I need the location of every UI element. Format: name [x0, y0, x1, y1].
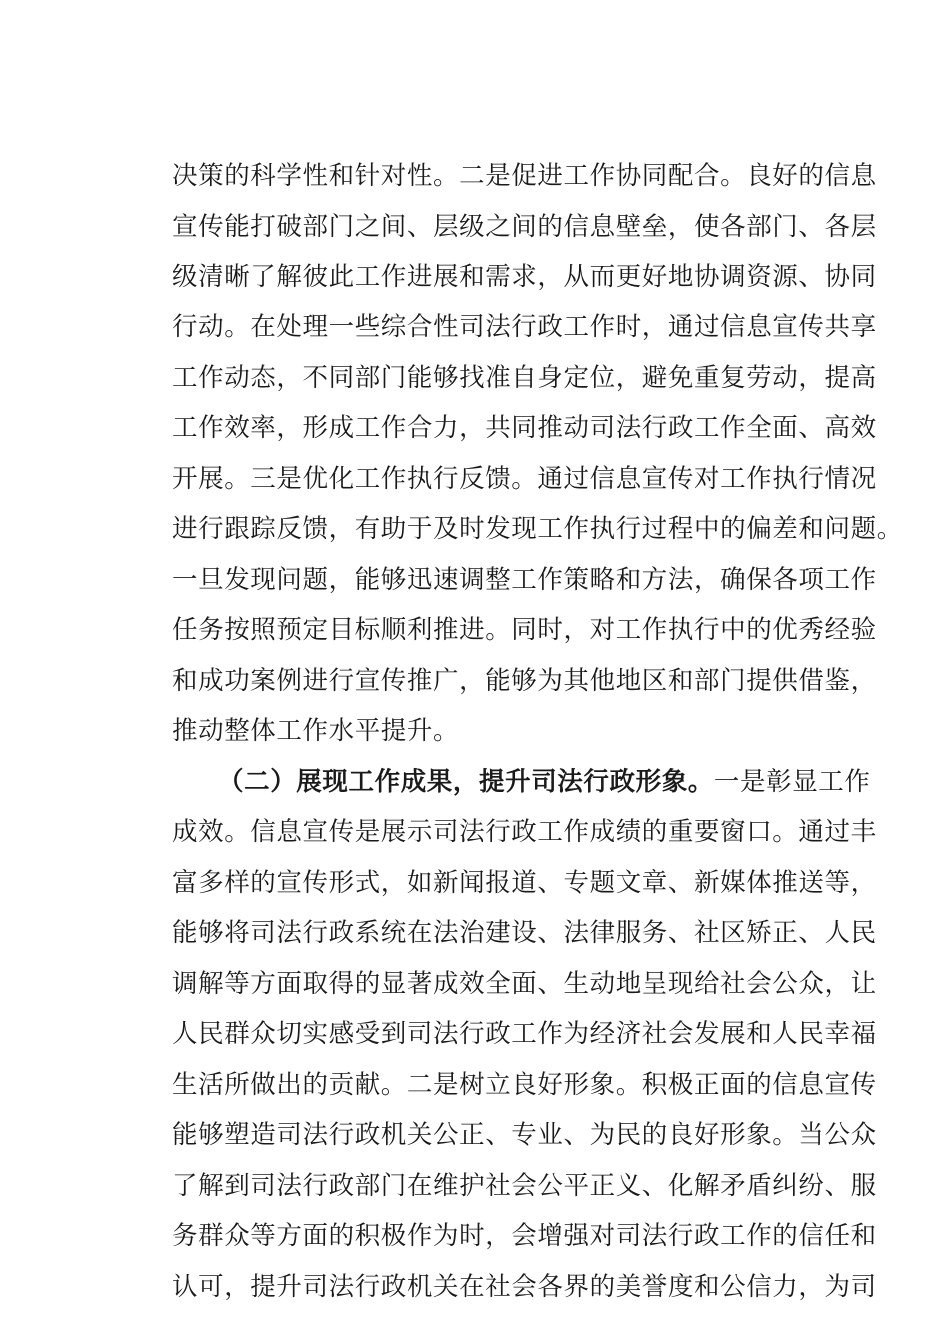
paragraph-1-line-3: 级清晰了解彼此工作进展和需求，从而更好地协调资源、协同: [172, 262, 877, 292]
paragraph-2-line-6: 人民群众切实感受到司法行政工作为经济社会发展和人民幸福: [172, 1019, 877, 1049]
paragraph-1-line-6: 工作效率，形成工作合力，共同推动司法行政工作全面、高效: [172, 413, 877, 443]
paragraph-2-line-11: 认可，提升司法行政机关在社会各界的美誉度和公信力，为司: [172, 1272, 877, 1302]
paragraph-2-line-2: 成效。信息宣传是展示司法行政工作成绩的重要窗口。通过丰: [172, 817, 877, 847]
paragraph-1-line-7: 开展。三是优化工作执行反馈。通过信息宣传对工作执行情况: [172, 464, 877, 494]
paragraph-2-line-10: 务群众等方面的积极作为时，会增强对司法行政工作的信任和: [172, 1221, 877, 1251]
paragraph-1-line-1: 决策的科学性和针对性。二是促进工作协同配合。良好的信息: [172, 161, 877, 191]
paragraph-1-line-11: 和成功案例进行宣传推广，能够为其他地区和部门提供借鉴，: [172, 666, 877, 696]
paragraph-1-line-5: 工作动态，不同部门能够找准自身定位，避免重复劳动，提高: [172, 363, 877, 393]
paragraph-2-line-1-rest: 一是彰显工作: [713, 767, 871, 797]
paragraph-2-line-8: 能够塑造司法行政机关公正、专业、为民的良好形象。当公众: [172, 1120, 877, 1150]
paragraph-2-line-5: 调解等方面取得的显著成效全面、生动地呈现给社会公众，让: [172, 969, 877, 999]
paragraph-1-line-10: 任务按照预定目标顺利推进。同时，对工作执行中的优秀经验: [172, 615, 877, 645]
paragraph-1-line-9: 一旦发现问题，能够迅速调整工作策略和方法，确保各项工作: [172, 565, 877, 595]
paragraph-2-line-1: [172, 767, 871, 797]
paragraph-2-line-4: 能够将司法行政系统在法治建设、法律服务、社区矫正、人民: [172, 918, 877, 948]
paragraph-2-line-9: 了解到司法行政部门在维护社会公平正义、化解矛盾纠纷、服: [172, 1171, 877, 1201]
paragraph-2-line-3: 富多样的宣传形式，如新闻报道、专题文章、新媒体推送等，: [172, 868, 877, 898]
paragraph-2-line-7: 生活所做出的贡献。二是树立良好形象。积极正面的信息宣传: [172, 1070, 877, 1100]
paragraph-1-line-4: 行动。在处理一些综合性司法行政工作时，通过信息宣传共享: [172, 312, 877, 342]
paragraph-1-line-2: 宣传能打破部门之间、层级之间的信息壁垒，使各部门、各层: [172, 212, 877, 242]
paragraph-1-line-12: 推动整体工作水平提升。: [172, 716, 460, 746]
section-heading: （二）展现工作成果，提升司法行政形象。: [218, 767, 714, 797]
paragraph-1-line-8: 进行跟踪反馈，有助于及时发现工作执行过程中的偏差和问题。: [172, 514, 903, 544]
